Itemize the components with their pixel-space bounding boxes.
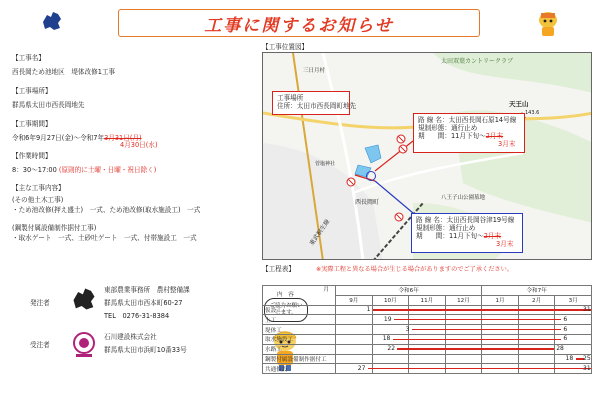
- location: 群馬県太田市西長岡地先: [12, 100, 85, 109]
- road1-line2: 規制形態：通行止め: [418, 123, 478, 132]
- hours: [12, 167, 252, 175]
- site-callout-address: 住所：太田市西長岡町地先: [277, 101, 357, 110]
- col-month: 月: [323, 287, 329, 293]
- schedule-start-label: 19: [383, 315, 392, 323]
- content-item1: ・ため池改修(押え盛土) 一式、ため池改修(取水施設工) 一式: [12, 205, 201, 214]
- road1-line1: 路 線 名：太田西長岡石原14号線: [418, 116, 517, 124]
- row-name: 鋼製付属設備制作据付工: [263, 354, 336, 364]
- month-header: 10月: [372, 295, 409, 305]
- road2-struck: 2月末: [483, 231, 502, 240]
- road1-period: 期 間：11月下旬～: [418, 131, 486, 140]
- schedule-bar: [373, 309, 591, 310]
- location-heading: 【工事場所】: [12, 86, 52, 95]
- map-label-elev: 143.6: [525, 110, 540, 116]
- road2-new: 3月末: [496, 239, 514, 248]
- work-name-heading: 【工事名】: [12, 54, 45, 62]
- period-struck: 3月31日(月): [104, 133, 142, 142]
- schedule-bar: [412, 329, 562, 330]
- row-name: 仮設工: [263, 305, 336, 315]
- contractor-info: [104, 334, 187, 355]
- schedule-start-label: 22: [387, 345, 396, 353]
- left-column: [12, 55, 252, 243]
- content-sub1: (その他土木工事): [12, 196, 64, 205]
- schedule-header-item: [263, 286, 336, 306]
- map-label-mount: 天王山: [509, 100, 529, 108]
- schedule-note: ※実際工程と異なる場合が生じる場合がありますのでご了承ください。: [316, 266, 513, 273]
- location-map: [262, 52, 592, 260]
- mascot-top-icon: [533, 8, 563, 38]
- month-header: 2月: [518, 295, 555, 305]
- map-label-shrine: 菅塩神社: [315, 161, 336, 167]
- schedule-bar: [368, 368, 591, 369]
- col-item: 内 容: [277, 292, 294, 298]
- table-row: [263, 354, 592, 364]
- site-callout: [272, 91, 357, 115]
- hours-heading: 【作業時間】: [12, 152, 52, 161]
- period-prefix: 令和6年9月27日(金)～令和7年: [12, 133, 105, 142]
- road1-new: 3月末: [498, 139, 516, 148]
- contractor-label: 受注者: [30, 341, 50, 349]
- road2-period: 期 間：11月下旬～: [416, 231, 484, 240]
- schedule-start-label: 3: [405, 325, 410, 333]
- orderer-info: [104, 287, 190, 321]
- map-label-golf: 太田双葉カントリークラブ: [441, 58, 514, 65]
- row-name: 堤体工: [263, 325, 336, 335]
- content-sub2: (鋼製付属設備制作据付工事): [12, 223, 97, 232]
- schedule-end-label: 6: [563, 325, 568, 333]
- map-label-railway: 東武桐生線: [308, 218, 332, 247]
- schedule-start-label: 18: [382, 335, 391, 343]
- orderer-address: 群馬県太田市西本町60-27: [104, 298, 183, 307]
- hours-text: 8：30～17:00: [12, 166, 57, 175]
- year-header-1: 令和6年: [336, 286, 482, 296]
- orderer-label: 発注者: [30, 299, 50, 307]
- schedule-end-label: 6: [563, 315, 568, 323]
- road2-line2: 規制形態：通行止め: [416, 223, 476, 232]
- schedule-start-label: 27: [357, 364, 366, 372]
- schedule-end-label: 28: [556, 345, 564, 353]
- schedule-end-label: 31: [583, 364, 591, 372]
- map-label-cemetery: 八王子山公園墓地: [441, 195, 486, 201]
- period-new: 4月30日(水): [120, 141, 158, 150]
- schedule-heading: 【工程表】: [262, 265, 295, 273]
- content-item2: ・取水ゲート 一式、土砂吐ゲート 一式、付帯施設工 一式: [12, 233, 197, 242]
- row-name: 共通仮設: [263, 364, 336, 374]
- site-callout-title: 工事場所: [277, 94, 304, 102]
- contractor-address: 群馬県太田市浜町10番33号: [104, 345, 187, 354]
- page-title: 工事に関するお知らせ: [204, 15, 394, 36]
- schedule-start-label: 18: [565, 354, 574, 362]
- hours-note: (原則的に土曜・日曜・祝日除く): [58, 166, 157, 175]
- map-label-village: 三日月村: [303, 68, 326, 74]
- month-header: 3月: [555, 295, 592, 305]
- road1-struck: 2月末: [485, 131, 504, 140]
- schedule-table: [262, 285, 592, 402]
- row-name: 土工: [263, 315, 336, 325]
- schedule-bar: [393, 339, 562, 340]
- contractor-name: 石川建設株式会社: [104, 333, 157, 341]
- orderer-tel: TEL 0276-31-8384: [104, 311, 170, 320]
- month-header: 12月: [445, 295, 482, 305]
- schedule-bar: [397, 348, 554, 349]
- contractor-logo-icon: [72, 332, 96, 358]
- row-name: 水路工: [263, 344, 336, 354]
- work-name: 西長岡ため池地区 堤体改修1工事: [12, 67, 116, 76]
- title-box: [118, 9, 480, 37]
- period-heading: 【工事期間】: [12, 119, 52, 128]
- schedule-end-label: 6: [563, 335, 568, 343]
- month-header: 11月: [409, 295, 446, 305]
- road1-callout: [413, 113, 525, 153]
- schedule-bar: [394, 319, 561, 320]
- schedule-start-label: 1: [366, 305, 371, 313]
- content-heading: 【主な工事内容】: [12, 184, 65, 193]
- map-label-town: 西長岡町: [355, 199, 380, 206]
- month-header: 9月: [336, 295, 373, 305]
- road2-line1: 路 線 名：太田西長岡谷津19号線: [416, 216, 515, 224]
- map-heading: 【工事位置図】: [262, 43, 309, 51]
- year-header-2: 令和7年: [482, 286, 592, 296]
- road2-callout: [411, 213, 523, 253]
- row-name: 取水施設工: [263, 334, 336, 344]
- orderer-office: 東部農業事務所 農村整備課: [104, 286, 190, 294]
- gunma-logo-icon: [40, 10, 64, 32]
- month-header: 1月: [482, 295, 519, 305]
- schedule-end-label: 25: [583, 354, 591, 362]
- schedule-end-label: 31: [583, 305, 591, 313]
- mascot-bubble-text: ご協力お願いします。: [269, 303, 303, 316]
- gunma-map-icon: [70, 286, 98, 312]
